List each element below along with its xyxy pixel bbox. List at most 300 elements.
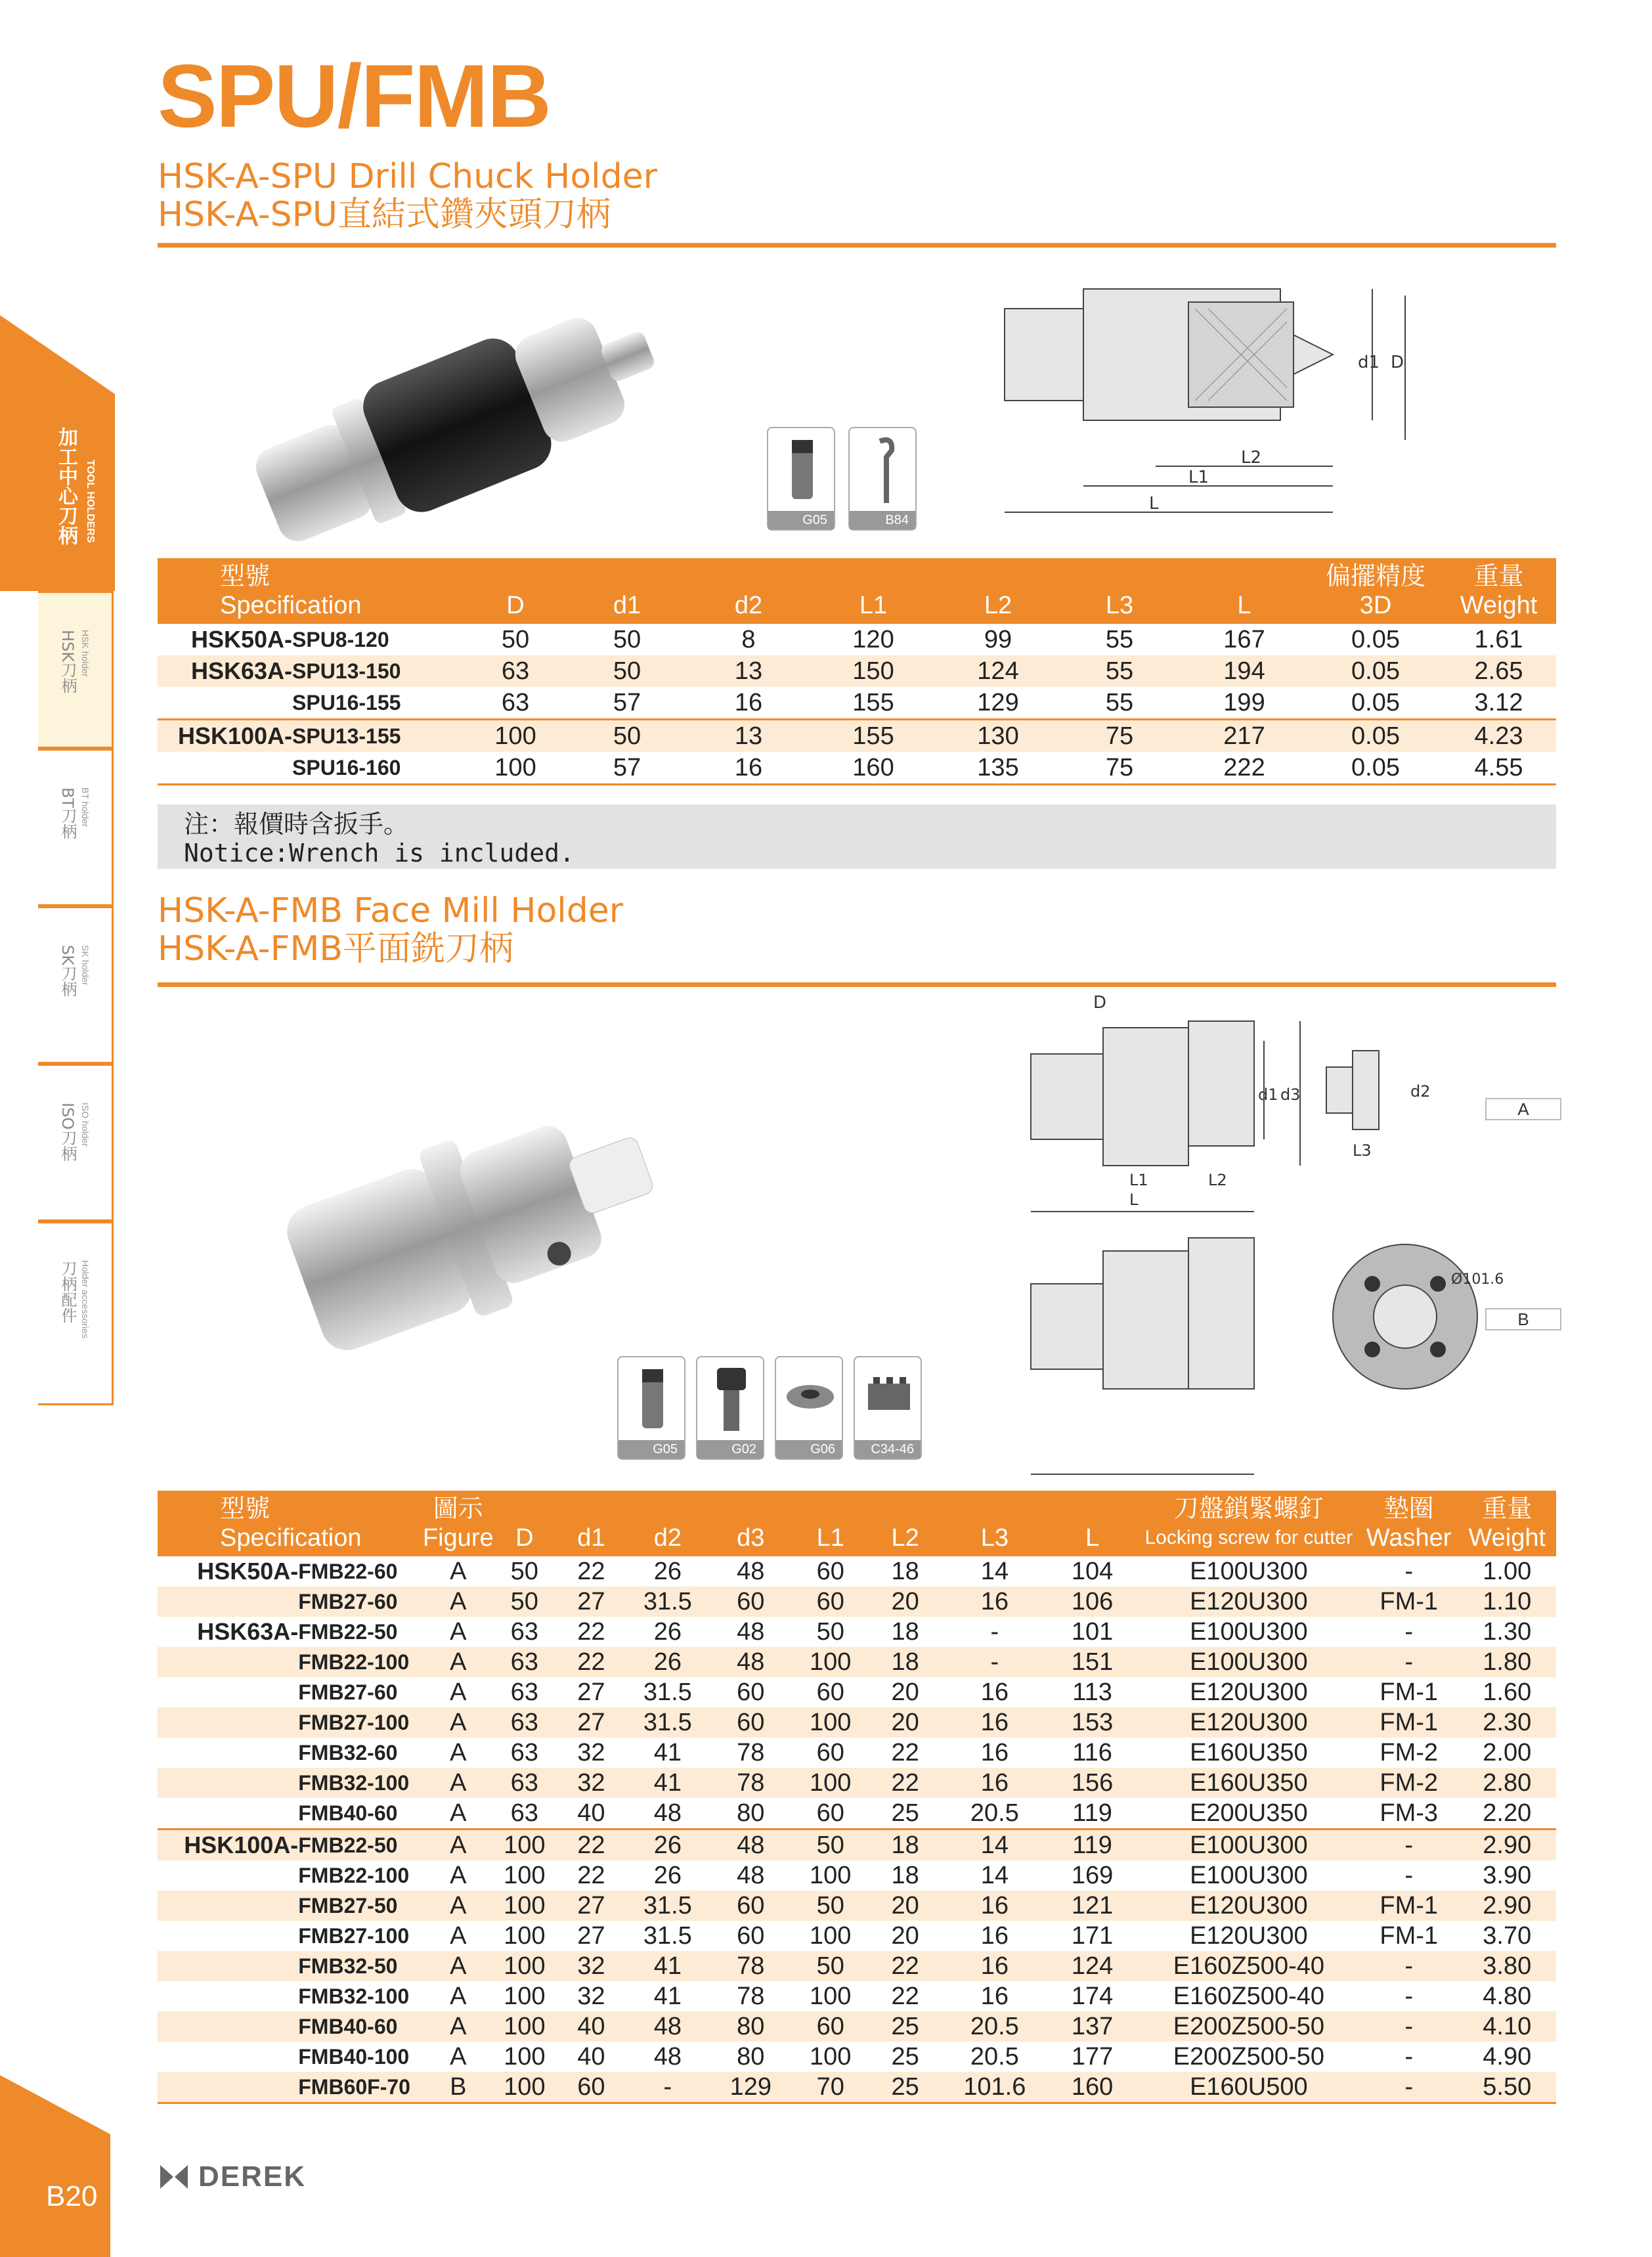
cell-d2: 26 — [653, 1558, 682, 1585]
cell-group: HSK50A- — [197, 1558, 299, 1585]
derek-logo-icon — [158, 2162, 190, 2191]
cell-d3: 80 — [737, 1799, 765, 1827]
cell-L1: 60 — [793, 1587, 868, 1617]
col-weight-en: Weight — [1468, 1524, 1546, 1552]
section2-title — [158, 892, 623, 968]
cell-group — [158, 1587, 298, 1617]
cell-d1: 22 — [577, 1862, 605, 1889]
col-runout-en: 3D — [1359, 592, 1392, 619]
section1-title-en: HSK-A-SPU Drill Chuck Holder — [158, 157, 658, 196]
accessory-label: G06 — [776, 1440, 842, 1458]
cell-d2: 8 — [741, 626, 756, 653]
cell-L2: 18 — [891, 1558, 919, 1585]
notice-zh: 注：報價時含扳手。 — [184, 810, 409, 839]
cell-screw: E120U300 — [1138, 1707, 1360, 1738]
logo-text: DEREK — [198, 2160, 307, 2193]
section1-title — [158, 158, 657, 234]
cell-D: 50 — [501, 626, 530, 653]
cell-D: 63 — [510, 1799, 538, 1827]
cell-model: FMB32-100 — [298, 1984, 410, 2008]
table-row — [158, 655, 1556, 687]
sidebar-tab-iso[interactable] — [38, 1064, 114, 1221]
sidebar-tab-label: BT刀柄 — [58, 787, 77, 840]
cell-L3: 16 — [942, 1768, 1047, 1798]
dim-label-L3: L3 — [1353, 1141, 1372, 1160]
cell-L: 137 — [1047, 2011, 1138, 2042]
cell-D: 50 — [510, 1558, 538, 1585]
cell-d1: 27 — [577, 1678, 605, 1706]
cell-model: FMB22-60 — [298, 1560, 398, 1583]
cell-fig: A — [450, 1983, 467, 2010]
dim-label-d1: d1 — [1258, 1085, 1278, 1104]
cell-group — [158, 687, 292, 720]
col-L: L — [1179, 558, 1310, 624]
col-spec-zh: 型號 — [220, 563, 271, 590]
cell-washer: FM-1 — [1380, 1922, 1439, 1950]
col-weight — [1441, 558, 1556, 624]
cap-screw-icon — [697, 1357, 766, 1443]
notice-en: Notice:Wrench is included. — [184, 839, 575, 867]
cell-D: 63 — [494, 1768, 555, 1798]
cell-L2: 99 — [984, 626, 1012, 653]
cell-weight: 1.30 — [1483, 1618, 1532, 1646]
cell-d2: 13 — [686, 655, 811, 687]
cell-model: FMB60F-70 — [298, 2072, 423, 2103]
section2-title-zh: HSK-A-FMB平面銑刀柄 — [158, 929, 514, 969]
cell-L3: 14 — [942, 1830, 1047, 1861]
cell-weight: 3.80 — [1458, 1951, 1557, 1981]
cell-L2: 25 — [868, 2011, 943, 2042]
col-d1: d1 — [568, 558, 686, 624]
cell-L2: 22 — [891, 1739, 919, 1766]
accessory-g05 — [617, 1356, 685, 1460]
cell-d1: 32 — [555, 1951, 627, 1981]
cell-L1: 50 — [816, 1618, 844, 1646]
cell-L: 177 — [1071, 2043, 1114, 2071]
cell-d2: 41 — [653, 1739, 682, 1766]
drill-chuck-drawing — [991, 276, 1451, 538]
cell-fig: A — [423, 2011, 494, 2042]
col-L: L — [1047, 1491, 1138, 1556]
cell-screw: E200U350 — [1190, 1799, 1308, 1827]
cell-L3: 20.5 — [970, 1799, 1019, 1827]
cell-L1: 100 — [810, 2043, 852, 2071]
col-L1: L1 — [793, 1491, 868, 1556]
table-row — [158, 1738, 1556, 1768]
cell-d3: 48 — [737, 1618, 765, 1646]
cell-L: 119 — [1047, 1830, 1138, 1861]
cell-d1: 50 — [568, 720, 686, 753]
cell-L3: 16 — [980, 1678, 1009, 1706]
cell-washer: - — [1404, 2043, 1414, 2071]
cell-d2: 31.5 — [627, 1707, 708, 1738]
cell-weight: 2.90 — [1458, 1830, 1557, 1861]
cell-weight: 4.80 — [1483, 1983, 1532, 2010]
cell-L2: 18 — [868, 1830, 943, 1861]
cell-washer: - — [1404, 1558, 1414, 1585]
set-screw-icon — [619, 1357, 687, 1443]
cell-d3: 129 — [708, 2072, 793, 2103]
cell-fig: A — [450, 1922, 467, 1950]
cell-L3: 16 — [942, 1891, 1047, 1921]
table-row — [158, 1951, 1556, 1981]
cell-model: FMB22-100 — [298, 1647, 423, 1677]
cell-d1: 22 — [577, 1558, 605, 1585]
cell-washer: FM-1 — [1360, 1891, 1458, 1921]
col-runout — [1310, 558, 1441, 624]
cell-L1: 60 — [816, 1558, 844, 1585]
cell-L: 222 — [1179, 752, 1310, 785]
cell-weight: 2.30 — [1458, 1707, 1557, 1738]
cell-d3: 80 — [708, 2011, 793, 2042]
cell-screw: E100U300 — [1190, 1618, 1308, 1646]
cell-L2: 20 — [868, 1891, 943, 1921]
table-row — [158, 1647, 1556, 1677]
table-row — [158, 1921, 1556, 1951]
cell-L3: 16 — [980, 1739, 1009, 1766]
cell-d1: 40 — [555, 2011, 627, 2042]
cell-d3: 60 — [737, 1922, 765, 1950]
col-d2: d2 — [686, 558, 811, 624]
wrench-key-icon — [850, 428, 918, 514]
cell-model: SPU13-150 — [292, 655, 463, 687]
cell-group — [158, 1768, 298, 1798]
cell-washer: FM-1 — [1360, 1707, 1458, 1738]
cell-L2: 25 — [891, 2043, 919, 2071]
figure-a-label: A — [1485, 1098, 1561, 1120]
cell-L1: 100 — [810, 1983, 852, 2010]
cell-L1: 100 — [793, 1768, 868, 1798]
col-screw-en: Locking screw for cutter — [1144, 1527, 1353, 1548]
cell-d2: 41 — [627, 1768, 708, 1798]
cell-d1: 57 — [613, 689, 641, 716]
cell-d3: 60 — [708, 1891, 793, 1921]
dim-label-L1: L1 — [1129, 1171, 1148, 1189]
cell-d2: 31.5 — [643, 1678, 692, 1706]
cell-d1: 27 — [555, 1707, 627, 1738]
cell-D: 63 — [501, 689, 530, 716]
cell-d2: 16 — [734, 689, 763, 716]
cell-group — [158, 2042, 298, 2072]
col-L3: L3 — [1060, 558, 1179, 624]
cell-fig: A — [423, 1707, 494, 1738]
cell-L3: 55 — [1060, 655, 1179, 687]
cell-weight: 3.90 — [1483, 1862, 1532, 1889]
cell-L: 199 — [1223, 689, 1265, 716]
cell-L3: - — [990, 1618, 999, 1646]
accessory-label: G05 — [768, 511, 834, 529]
cell-model: SPU8-120 — [292, 628, 389, 651]
col-screw-zh: 刀盤鎖緊螺釘 — [1173, 1495, 1324, 1523]
cell-D: 63 — [510, 1739, 538, 1766]
cell-group: HSK100A- — [158, 1830, 298, 1861]
cell-weight: 2.80 — [1458, 1768, 1557, 1798]
cell-L2: 20 — [868, 1707, 943, 1738]
cell-fig: A — [423, 1768, 494, 1798]
table-row — [158, 2042, 1556, 2072]
cell-weight: 2.20 — [1483, 1799, 1532, 1827]
col-weight-en: Weight — [1460, 592, 1538, 619]
col-washer — [1360, 1491, 1458, 1556]
sidebar-tab-tool-holders-label: 加工中心刀柄 — [54, 427, 77, 545]
cell-washer: - — [1404, 1862, 1414, 1889]
cell-weight: 1.80 — [1458, 1647, 1557, 1677]
cell-L3: 55 — [1105, 626, 1134, 653]
cell-screw: E160U350 — [1190, 1739, 1308, 1766]
cell-L1: 100 — [810, 1862, 852, 1889]
cell-L1: 50 — [793, 1951, 868, 1981]
cell-d1: 22 — [577, 1618, 605, 1646]
cell-washer: FM-2 — [1360, 1768, 1458, 1798]
cell-L2: 124 — [936, 655, 1060, 687]
cell-d2: 41 — [627, 1951, 708, 1981]
cell-model: SPU16-160 — [292, 752, 463, 785]
dim-label-L: L — [1129, 1191, 1139, 1209]
sidebar-tab-sublabel: ISO holder — [80, 1103, 91, 1147]
cell-L3: - — [942, 1647, 1047, 1677]
cell-d2: 26 — [627, 1830, 708, 1861]
cell-screw: E120U300 — [1190, 1922, 1308, 1950]
nut-icon — [776, 1357, 844, 1443]
cell-d3: 78 — [708, 1951, 793, 1981]
cell-L3: 14 — [980, 1862, 1009, 1889]
page-tab — [0, 2075, 110, 2257]
cell-washer: FM-1 — [1360, 1587, 1458, 1617]
cell-D: 100 — [463, 752, 568, 785]
cell-group — [158, 2011, 298, 2042]
cell-model: FMB22-100 — [298, 1864, 410, 1887]
cell-d3: 80 — [737, 2043, 765, 2071]
col-figure-en: Figure — [422, 1524, 494, 1552]
cell-L: 104 — [1071, 1558, 1114, 1585]
cell-D: 100 — [504, 1983, 546, 2010]
cell-washer: - — [1360, 2072, 1458, 2103]
cell-model: SPU13-155 — [292, 720, 463, 753]
cell-group: HSK50A- — [190, 626, 292, 653]
accessory-label: B84 — [850, 511, 915, 529]
col-figure — [423, 1491, 494, 1556]
cell-screw: E160Z500-40 — [1173, 1983, 1325, 2010]
cell-screw: E100U300 — [1138, 1647, 1360, 1677]
face-mill-holder-photo — [263, 1064, 683, 1353]
cell-L: 174 — [1071, 1983, 1114, 2010]
cell-d2: - — [627, 2072, 708, 2103]
dim-label-L: L — [1149, 494, 1159, 514]
cell-d1: 27 — [555, 1891, 627, 1921]
cell-model: FMB27-100 — [298, 1707, 423, 1738]
cell-L3: 16 — [980, 1983, 1009, 2010]
cell-fig: A — [423, 1587, 494, 1617]
sidebar-tab-tool-holders-sublabel: TOOL HOLDERS — [85, 460, 96, 543]
cell-group — [158, 1707, 298, 1738]
cell-runout: 0.05 — [1310, 752, 1441, 785]
cell-group — [158, 1738, 298, 1768]
cell-L: 121 — [1047, 1891, 1138, 1921]
cell-d3: 78 — [737, 1983, 765, 2010]
table-row — [158, 1981, 1556, 2011]
cell-L: 194 — [1179, 655, 1310, 687]
cell-washer: - — [1360, 1951, 1458, 1981]
cell-screw: E200Z500-50 — [1138, 2011, 1360, 2042]
cell-L1: 120 — [852, 626, 894, 653]
cell-weight: 1.60 — [1483, 1678, 1532, 1706]
cell-runout: 0.05 — [1351, 626, 1400, 653]
cell-d1: 40 — [577, 2043, 605, 2071]
dim-label-dia: Ø101.6 — [1451, 1271, 1504, 1288]
cell-L: 101 — [1071, 1618, 1114, 1646]
cell-L3: 75 — [1060, 720, 1179, 753]
cell-L: 167 — [1223, 626, 1265, 653]
col-spec-en: Specification — [220, 1524, 362, 1552]
section1-rule — [158, 243, 1556, 248]
cell-L: 106 — [1047, 1587, 1138, 1617]
cell-group — [158, 1647, 298, 1677]
col-spec-zh: 型號 — [220, 1495, 271, 1523]
cell-L1: 50 — [793, 1830, 868, 1861]
table-row — [158, 1860, 1556, 1891]
col-D: D — [494, 1491, 555, 1556]
cell-group — [158, 1951, 298, 1981]
sidebar-tab-accessories[interactable] — [38, 1221, 114, 1405]
sidebar-tab-label: SK刀柄 — [58, 945, 77, 997]
cell-L3: 16 — [942, 1707, 1047, 1738]
cell-D: 100 — [494, 1830, 555, 1861]
sidebar-tab-sublabel: Holder accessories — [80, 1260, 91, 1339]
cell-model: SPU16-155 — [292, 691, 401, 714]
col-weight-zh: 重量 — [1482, 1495, 1532, 1523]
accessory-c34-46 — [854, 1356, 922, 1460]
cell-weight: 2.90 — [1458, 1891, 1557, 1921]
cell-D: 63 — [510, 1678, 538, 1706]
dim-label-d2: d2 — [1410, 1082, 1431, 1101]
cell-screw: E120U300 — [1190, 1678, 1308, 1706]
cell-d3: 78 — [708, 1768, 793, 1798]
col-weight-zh: 重量 — [1473, 563, 1524, 590]
accessory-b84 — [848, 427, 917, 531]
cell-d2: 48 — [653, 1799, 682, 1827]
cell-fig: A — [423, 1647, 494, 1677]
cell-fig: B — [423, 2072, 494, 2103]
cell-model: FMB27-100 — [298, 1924, 410, 1948]
footer-logo — [158, 2160, 306, 2193]
cell-L2: 25 — [868, 2072, 943, 2103]
table-row — [158, 2011, 1556, 2042]
table-row — [158, 1798, 1556, 1830]
cell-d3: 48 — [708, 1830, 793, 1861]
cell-fig: A — [450, 1739, 467, 1766]
accessory-label: C34-46 — [855, 1440, 921, 1458]
sidebar-tab-hsk[interactable] — [38, 591, 114, 749]
page-number: B20 — [46, 2180, 98, 2212]
table-row — [158, 720, 1556, 753]
notice-box — [158, 804, 1556, 869]
cell-fig: A — [423, 1891, 494, 1921]
cell-weight: 3.12 — [1474, 689, 1523, 716]
accessory-g06 — [775, 1356, 843, 1460]
cell-model: FMB40-100 — [298, 2045, 410, 2069]
table-row — [158, 2072, 1556, 2103]
cell-L2: 130 — [936, 720, 1060, 753]
col-screw — [1138, 1491, 1360, 1556]
accessory-g02 — [696, 1356, 764, 1460]
cell-L1: 160 — [811, 752, 936, 785]
sidebar-tab-label: 刀柄配件 — [58, 1260, 77, 1323]
cell-d1: 32 — [577, 1739, 605, 1766]
cell-d2: 26 — [653, 1618, 682, 1646]
cell-group — [158, 1677, 298, 1707]
cell-model: FMB22-50 — [298, 1620, 398, 1644]
cell-D: 100 — [504, 1862, 546, 1889]
cell-L2: 129 — [977, 689, 1019, 716]
table-header-row — [158, 558, 1556, 624]
col-L3: L3 — [942, 1491, 1047, 1556]
cell-L: 124 — [1047, 1951, 1138, 1981]
cell-L: 119 — [1072, 1799, 1112, 1827]
table-row — [158, 752, 1556, 785]
cell-model: FMB40-60 — [298, 2011, 423, 2042]
cell-L3: 101.6 — [942, 2072, 1047, 2103]
cell-group — [158, 1981, 298, 2011]
col-L2: L2 — [936, 558, 1060, 624]
cell-fig: A — [450, 1618, 467, 1646]
cell-weight: 5.50 — [1458, 2072, 1557, 2103]
sidebar-tab-sublabel: BT holder — [80, 787, 91, 827]
cell-D: 100 — [494, 2011, 555, 2042]
cell-L1: 155 — [811, 720, 936, 753]
cell-weight: 1.00 — [1483, 1558, 1532, 1585]
cell-L: 153 — [1047, 1707, 1138, 1738]
fmb-spec-table — [158, 1491, 1556, 2104]
cell-d1: 27 — [577, 1922, 605, 1950]
cell-d3: 48 — [708, 1647, 793, 1677]
cell-screw: E100U300 — [1190, 1862, 1308, 1889]
dim-label-L2: L2 — [1208, 1171, 1227, 1189]
cell-L3: 55 — [1105, 689, 1134, 716]
cell-d1: 60 — [555, 2072, 627, 2103]
fmb-table-body — [158, 1556, 1556, 2103]
cell-d1: 50 — [568, 655, 686, 687]
sidebar-tab-bt[interactable] — [38, 749, 114, 906]
cell-screw: E160U350 — [1138, 1768, 1360, 1798]
table-row — [158, 1587, 1556, 1617]
cell-D: 50 — [494, 1587, 555, 1617]
cell-d3: 60 — [737, 1678, 765, 1706]
cell-L: 113 — [1072, 1678, 1112, 1706]
sidebar-tab-sk[interactable] — [38, 906, 114, 1064]
table-row — [158, 1830, 1556, 1861]
cell-d1: 22 — [555, 1830, 627, 1861]
cell-d3: 48 — [737, 1558, 765, 1585]
cell-L1: 70 — [793, 2072, 868, 2103]
cell-group — [158, 2072, 298, 2103]
cell-L1: 150 — [811, 655, 936, 687]
cell-fig: A — [450, 1862, 467, 1889]
cell-d1: 32 — [577, 1983, 605, 2010]
cell-d2: 26 — [653, 1862, 682, 1889]
sidebar-tab-label: HSK刀柄 — [58, 630, 77, 694]
cell-L2: 18 — [868, 1647, 943, 1677]
cell-L1: 60 — [816, 1739, 844, 1766]
cell-weight: 1.61 — [1474, 626, 1523, 653]
accessory-label: G02 — [697, 1440, 763, 1458]
cell-d1: 50 — [613, 626, 641, 653]
cell-d2: 16 — [686, 752, 811, 785]
cell-washer: - — [1360, 2011, 1458, 2042]
cell-L: 116 — [1072, 1739, 1112, 1766]
col-spec — [158, 558, 463, 624]
table-row — [158, 1617, 1556, 1647]
cell-L2: 18 — [891, 1862, 919, 1889]
